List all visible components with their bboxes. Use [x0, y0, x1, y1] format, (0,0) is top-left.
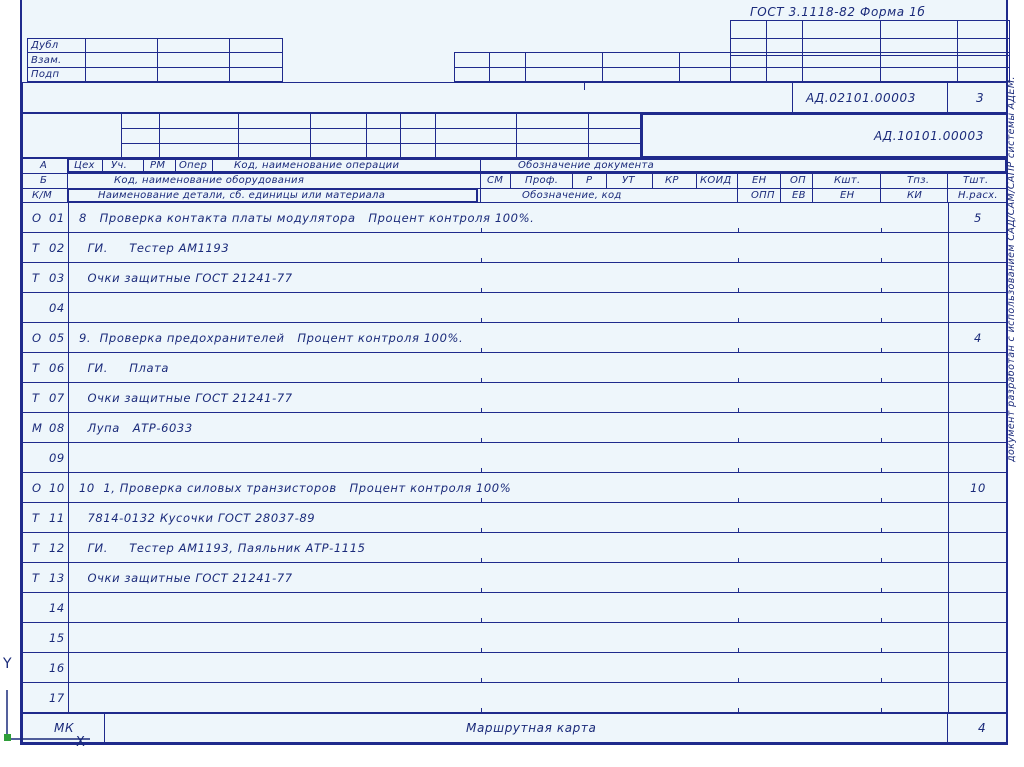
axis-x-label: X [76, 735, 85, 750]
table-row [22, 473, 1008, 503]
table-row [22, 203, 1008, 233]
row-number: 09 [49, 451, 65, 465]
row-type: О [32, 211, 42, 225]
row-type: О [32, 481, 42, 495]
doc-code-main: АД.02101.00003 [806, 91, 916, 105]
row-type: Т [32, 361, 40, 375]
table-row [22, 683, 1008, 713]
side-note [1006, 6, 1024, 462]
row-type: Т [32, 541, 40, 555]
table-row [22, 413, 1008, 443]
footer-title: Маршрутная карта [466, 721, 597, 735]
row-text: ГИ. Тестер АМ1193, Паяльник АТР-1115 [79, 541, 366, 555]
doc-code-secondary: АД.10101.00003 [874, 129, 984, 143]
hdr-oper: Опер [179, 160, 208, 171]
row-text: 10 1, Проверка силовых транзисторов Процент контроля 100% [79, 481, 512, 495]
hdr-nrash: Н.расх. [958, 190, 998, 201]
table-row [22, 293, 1008, 323]
row-value: 10 [970, 481, 986, 495]
row-text: ГИ. Тестер АМ1193 [79, 241, 230, 255]
table-row [22, 563, 1008, 593]
row-type: О [32, 331, 42, 345]
table-row [22, 383, 1008, 413]
row-number: 15 [49, 631, 65, 645]
hdr-r: Р [586, 175, 593, 186]
row-number: 04 [49, 301, 65, 315]
hdr-a-prefix: А [40, 160, 48, 171]
secondary-grid [121, 113, 641, 158]
row-text: Очки защитные ГОСТ 21241-77 [79, 571, 293, 585]
hdr-prof: Проф. [525, 175, 559, 186]
hdr-kshp: Кшт. [834, 175, 861, 186]
row-text: Лупа АТР-6033 [79, 421, 193, 435]
row-number: 11 [49, 511, 65, 525]
row-number: 13 [49, 571, 65, 585]
hdr-op-name: Код, наименование операции [234, 160, 400, 171]
side-note-text: документ разработан с использованием САД/САМ/САПР системы АДЕМ. [1006, 76, 1017, 462]
row-text: Очки защитные ГОСТ 21241-77 [79, 391, 293, 405]
hdr-b-prefix: Б [40, 175, 48, 186]
row-type: Т [32, 571, 40, 585]
footer-code: МК [54, 721, 75, 735]
row-number: 17 [49, 691, 65, 705]
table-row [22, 323, 1008, 353]
row-type: Т [32, 511, 40, 525]
hdr-en: ЕН [840, 190, 855, 201]
row-number: 05 [49, 331, 65, 345]
hdr-equip: Код, наименование оборудования [114, 175, 305, 186]
row-text: 9. Проверка предохранителей Процент контроля 100%. [79, 331, 464, 345]
hdr-opp: ОПП [751, 190, 775, 201]
hdr-km-prefix: К/М [32, 190, 52, 201]
row-type: М [32, 421, 43, 435]
hdr-doc: Обозначение документа [518, 160, 655, 171]
hdr-ki: КИ [907, 190, 923, 201]
table-row [22, 233, 1008, 263]
row-number: 01 [49, 211, 65, 225]
label-dubl: Дубл [31, 40, 59, 51]
row-value: 5 [974, 211, 982, 225]
row-number: 02 [49, 241, 65, 255]
row-number: 16 [49, 661, 65, 675]
label-podp: Подп [31, 69, 60, 80]
table-row [22, 263, 1008, 293]
hdr-code: Обозначение, код [522, 190, 622, 201]
hdr-uch: Уч. [111, 160, 128, 171]
row-number: 07 [49, 391, 65, 405]
hdr-part-name: Наименование детали, сб. единицы или материала [98, 190, 386, 201]
table-row [22, 623, 1008, 653]
row-number: 06 [49, 361, 65, 375]
hdr-tsekh: Цех [74, 160, 95, 171]
hdr-ev: ЕВ [792, 190, 806, 201]
axis-y-label: Y [3, 656, 12, 672]
label-vzam: Взам. [31, 55, 62, 66]
hdr-op-top: ОП [790, 175, 806, 186]
row-number: 03 [49, 271, 65, 285]
sheet-number: 3 [976, 91, 985, 105]
hdr-sm: СМ [487, 175, 504, 186]
row-text: Очки защитные ГОСТ 21241-77 [79, 271, 293, 285]
row-text: ГИ. Плата [79, 361, 170, 375]
hdr-koid: КОИД [700, 175, 732, 186]
footer-page: 4 [978, 721, 987, 735]
hdr-kr: КР [665, 175, 679, 186]
row-text: 8 Проверка контакта платы модулятора Процент контроля 100%. [79, 211, 535, 225]
row-type: Т [32, 391, 40, 405]
row-number: 10 [49, 481, 65, 495]
route-card-sheet [20, 0, 1008, 745]
row-number: 12 [49, 541, 65, 555]
hdr-tsht: Тшт. [963, 175, 989, 186]
table-row [22, 353, 1008, 383]
left-approval-block [27, 38, 283, 82]
table-row [22, 593, 1008, 623]
table-row [22, 443, 1008, 473]
row-number: 08 [49, 421, 65, 435]
gost-form-label: ГОСТ 3.1118-82 Форма 1б [750, 5, 926, 19]
hdr-en-top: ЕН [752, 175, 767, 186]
hdr-rm: РМ [150, 160, 166, 171]
row-value: 4 [974, 331, 982, 345]
axis-origin-marker [4, 734, 11, 741]
row-text: 7814-0132 Кусочки ГОСТ 28037-89 [79, 511, 316, 525]
row-number: 14 [49, 601, 65, 615]
row-type: Т [32, 271, 40, 285]
table-row [22, 653, 1008, 683]
hdr-ut: УТ [622, 175, 635, 186]
hdr-tpz: Тпз. [907, 175, 930, 186]
table-row [22, 503, 1008, 533]
table-row [22, 533, 1008, 563]
row-type: Т [32, 241, 40, 255]
